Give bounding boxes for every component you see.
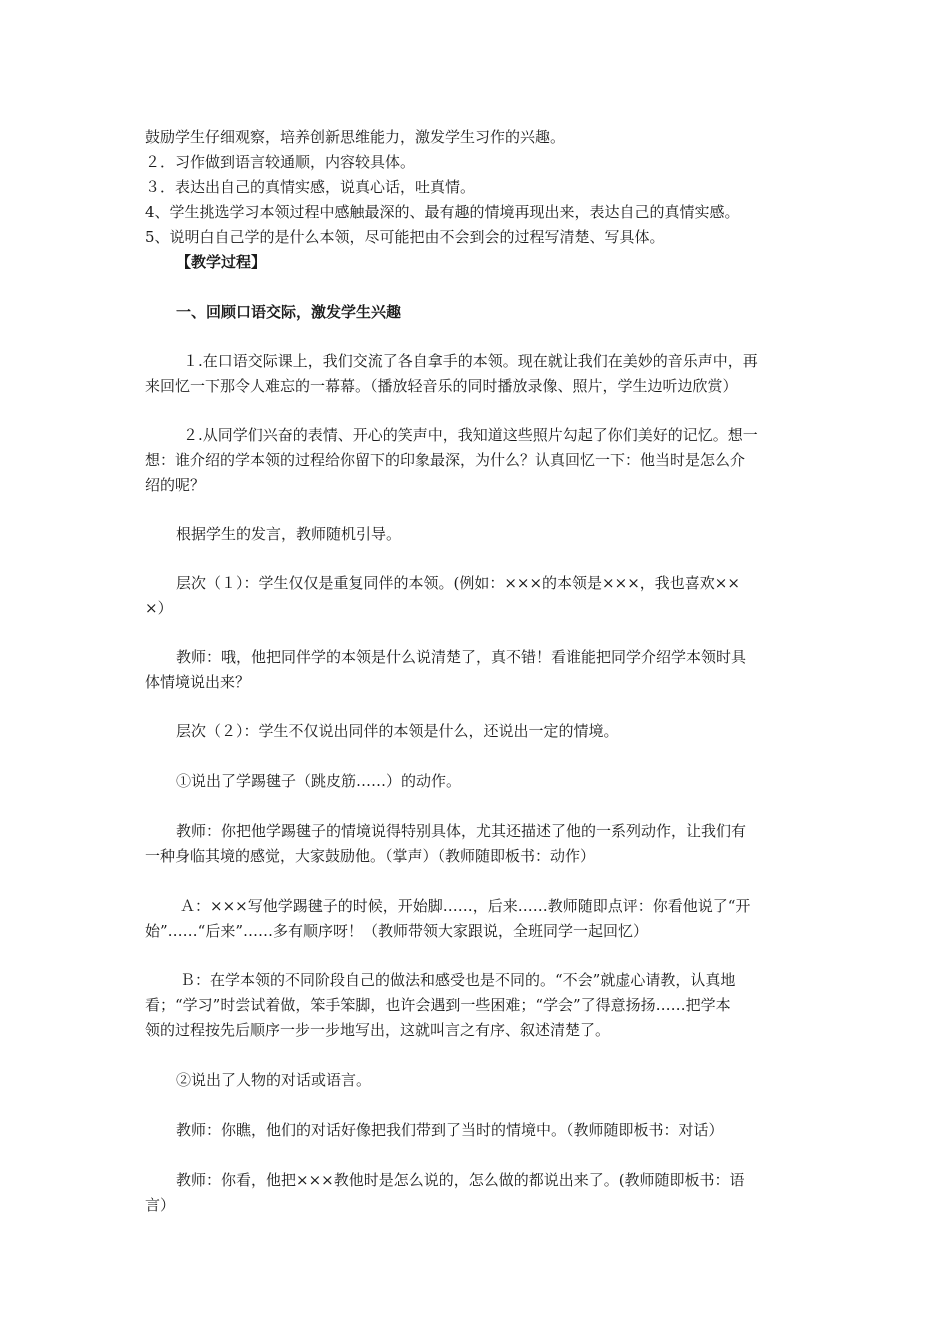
paragraph-line: 想：谁介绍的学本领的过程给你留下的印象最深，为什么？认真回忆一下：他当时是怎么介 (145, 451, 746, 469)
paragraph-line: 来回忆一下那令人难忘的一幕幕。（播放轻音乐的同时播放录像、照片，学生边听边欣赏） (145, 377, 738, 395)
paragraph-line: 教师：你把他学踢毽子的情境说得特别具体，尤其还描述了他的一系列动作，让我们有 (176, 822, 747, 840)
paragraph-line: ①说出了学踢毽子（跳皮筋……）的动作。 (176, 772, 462, 790)
objective-line: ２．习作做到语言较通顺，内容较具体。 (145, 153, 416, 171)
paragraph-line: 层次（１）：学生仅仅是重复同伴的本领。(例如：×××的本领是×××，我也喜欢×× (176, 574, 740, 592)
paragraph-line: 层次（２）：学生不仅说出同伴的本领是什么，还说出一定的情境。 (176, 722, 619, 740)
paragraph-line: ２.从同学们兴奋的表情、开心的笑声中，我知道这些照片勾起了你们美好的记忆。想一 (183, 426, 758, 444)
paragraph-line: ②说出了人物的对话或语言。 (176, 1071, 372, 1089)
paragraph-line: ×） (145, 599, 173, 617)
paragraph-line: Ｂ：在学本领的不同阶段自己的做法和感受也是不同的。“不会”就虚心请教，认真地 (180, 971, 736, 989)
objective-line: 4、学生挑选学习本领过程中感触最深的、最有趣的情境再现出来，表达自己的真情实感。 (145, 203, 740, 221)
section-title: 一、回顾口语交际，激发学生兴趣 (176, 303, 402, 321)
paragraph-line: 体情境说出来？ (145, 673, 251, 691)
objective-line: 5、说明白自己学的是什么本领，尽可能把由不会到会的过程写清楚、写具体。 (145, 228, 665, 246)
objective-line: 鼓励学生仔细观察，培养创新思维能力，激发学生习作的兴趣。 (145, 128, 566, 146)
process-heading: 【教学过程】 (176, 253, 267, 271)
objective-line: ３．表达出自己的真情实感，说真心话，吐真情。 (145, 178, 476, 196)
paragraph-line: 看；“学习”时尝试着做，笨手笨脚，也许会遇到一些困难；“学会”了得意扬扬……把学本 (145, 996, 731, 1014)
paragraph-line: 绍的呢？ (145, 476, 206, 494)
paragraph-line: １.在口语交际课上，我们交流了各自拿手的本领。现在就让我们在美妙的音乐声中，再 (183, 352, 758, 370)
paragraph-line: 始”……“后来”……多有顺序呀！（教师带领大家跟说，全班同学一起回忆） (145, 922, 649, 940)
paragraph-line: 教师：你瞧，他们的对话好像把我们带到了当时的情境中。（教师随即板书：对话） (176, 1121, 724, 1139)
paragraph-line: 根据学生的发言，教师随机引导。 (176, 525, 402, 543)
paragraph-line: 教师：哦，他把同伴学的本领是什么说清楚了，真不错！看谁能把同学介绍学本领时具 (176, 648, 747, 666)
paragraph-line: 一种身临其境的感觉，大家鼓励他。（掌声）（教师随即板书：动作） (145, 847, 596, 865)
paragraph-line: 领的过程按先后顺序一步一步地写出，这就叫言之有序、叙述清楚了。 (145, 1021, 611, 1039)
paragraph-line: 教师：你看，他把×××教他时是怎么说的，怎么做的都说出来了。(教师随即板书：语 (176, 1171, 745, 1189)
paragraph-line: Ａ：×××写他学踢毽子的时候，开始脚……，后来……教师随即点评：你看他说了“开 (180, 897, 751, 915)
paragraph-line: 言） (145, 1196, 176, 1214)
